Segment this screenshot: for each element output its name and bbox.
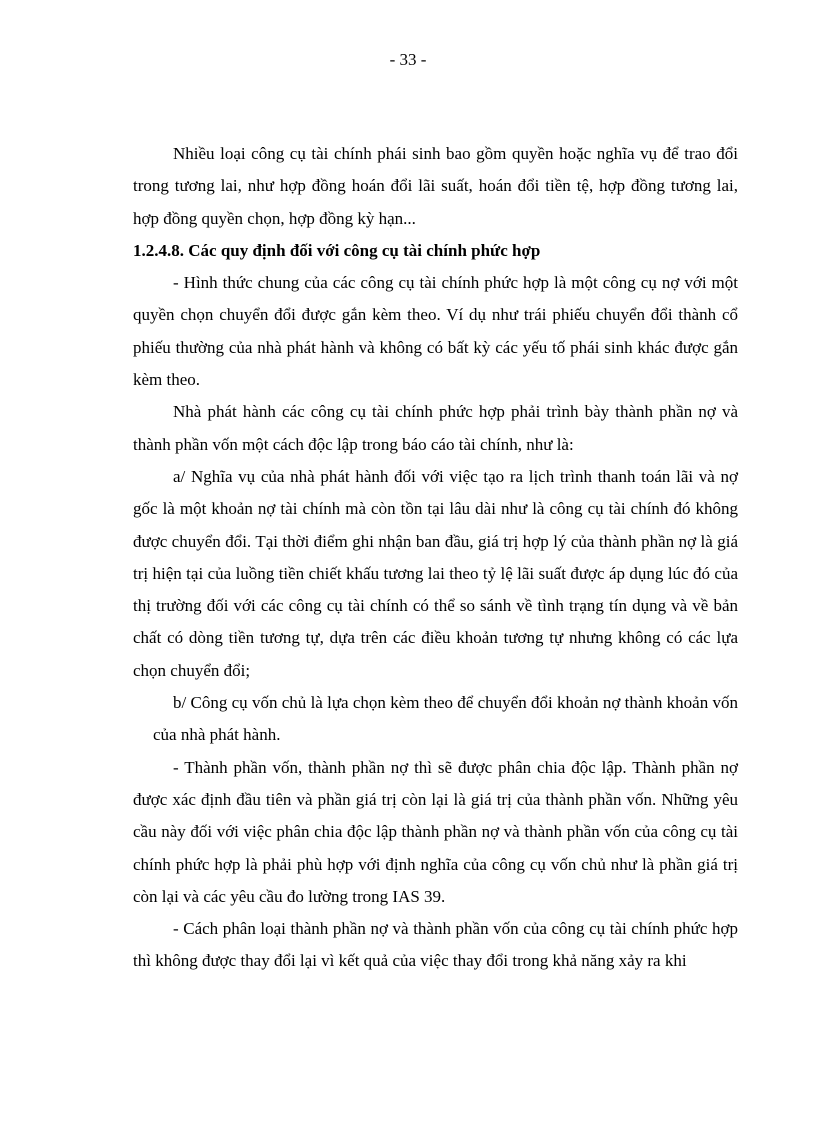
paragraph-general-form: - Hình thức chung của các công cụ tài chính phức hợp là một công cụ nợ với một quyền chọn chuyển đổi được gắn kèm theo. Ví dụ như trái phiếu chuyển đổi thành cổ phiếu thường của nhà phát hành và không có bất kỳ các yếu tố phái sinh khác được gắn kèm theo. xyxy=(133,273,738,390)
paragraph-separation: - Thành phần vốn, thành phần nợ thì sẽ được phân chia độc lập. Thành phần nợ được xác định đầu tiên và phần giá trị còn lại là giá trị của thành phần vốn. Những yêu cầu này đối với việc phân chia độc lập thành phần nợ và thành phần vốn của công cụ tài chính phức hợp là phải phù hợp với định nghĩa của công cụ vốn chủ như là phần giá trị còn lại và các yêu cầu đo lường trong IAS 39. xyxy=(133,757,738,906)
document-body xyxy=(133,138,738,978)
page-number: - 33 - xyxy=(389,50,427,69)
paragraph-issuer-presentation: Nhà phát hành các công cụ tài chính phức hợp phải trình bày thành phần nợ và thành phần vốn một cách độc lập trong báo cáo tài chính, như là: xyxy=(133,402,738,454)
paragraph-classification: - Cách phân loại thành phần nợ và thành phần vốn của công cụ tài chính phức hợp thì không được thay đổi lại vì kết quả của việc thay đổi trong khả năng xảy ra khi xyxy=(133,919,738,971)
paragraph-derivatives: Nhiều loại công cụ tài chính phái sinh bao gồm quyền hoặc nghĩa vụ để trao đổi trong tương lai, như hợp đồng hoán đổi lãi suất, hoán đổi tiền tệ, hợp đồng tương lai, hợp đồng quyền chọn, hợp đồng kỳ hạn... xyxy=(133,144,738,228)
paragraph-item-b: b/ Công cụ vốn chủ là lựa chọn kèm theo để chuyển đổi khoản nợ thành khoản vốn của nhà phát hành. xyxy=(153,693,738,745)
paragraph-item-a: a/ Nghĩa vụ của nhà phát hành đối với việc tạo ra lịch trình thanh toán lãi và nợ gốc là một khoản nợ tài chính mà còn tồn tại lâu dài như là công cụ tài chính đó không được chuyển đổi. Tại thời điểm ghi nhận ban đầu, giá trị hợp lý của thành phần nợ là giá trị hiện tại của luồng tiền chiết khấu tương lai theo tỷ lệ lãi suất được áp dụng lúc đó của thị trường đối với các công cụ tài chính có thể so sánh về tình trạng tín dụng và về bản chất có dòng tiền tương tự, dựa trên các điều khoản tương tự nhưng không có các lựa chọn chuyển đổi; xyxy=(133,466,738,680)
section-heading: 1.2.4.8. Các quy định đối với công cụ tài chính phức hợp xyxy=(133,240,541,260)
